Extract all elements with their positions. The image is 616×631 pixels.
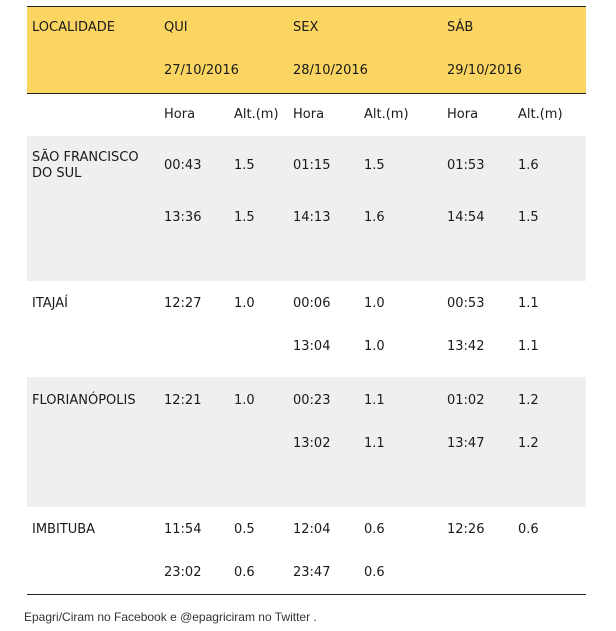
tide-alt: 1.6 (364, 210, 385, 225)
tide-alt: 0.5 (234, 522, 255, 537)
tide-hora: 00:53 (447, 296, 485, 311)
tide-hora: 23:02 (164, 565, 202, 580)
tide-alt: 0.6 (518, 522, 539, 537)
tide-hora: 11:54 (164, 522, 202, 537)
table-bottom-border (27, 594, 586, 595)
header-day-sex: SEX (293, 20, 319, 35)
tide-hora: 00:06 (293, 296, 331, 311)
tide-alt: 1.5 (518, 210, 539, 225)
location-name: IMBITUBA (32, 522, 96, 537)
tide-alt: 1.6 (518, 158, 539, 173)
tide-hora: 14:13 (293, 210, 331, 225)
tide-hora: 13:47 (447, 436, 485, 451)
tide-hora: 12:27 (164, 296, 202, 311)
tide-hora: 01:53 (447, 158, 485, 173)
tide-alt: 1.0 (234, 296, 255, 311)
tide-hora: 01:02 (447, 393, 485, 408)
tide-alt: 1.2 (518, 393, 539, 408)
tide-hora: 12:21 (164, 393, 202, 408)
tide-hora: 13:04 (293, 339, 331, 354)
subheader-alt-sab: Alt.(m) (518, 107, 563, 122)
tide-hora: 13:42 (447, 339, 485, 354)
tide-hora: 00:43 (164, 158, 202, 173)
header-day-qui: QUI (164, 20, 188, 35)
tide-alt: 1.2 (518, 436, 539, 451)
tide-alt: 1.5 (234, 158, 255, 173)
subheader-hora-sab: Hora (447, 107, 479, 122)
header-date-sex: 28/10/2016 (293, 63, 368, 78)
tide-alt: 0.6 (364, 565, 385, 580)
subheader-hora-qui: Hora (164, 107, 196, 122)
header-localidade: LOCALIDADE (32, 20, 115, 35)
tide-hora: 12:26 (447, 522, 485, 537)
tide-alt: 1.1 (518, 296, 539, 311)
subheader-hora-sex: Hora (293, 107, 325, 122)
tide-alt: 0.6 (364, 522, 385, 537)
tide-hora: 14:54 (447, 210, 485, 225)
tide-alt: 1.5 (364, 158, 385, 173)
tide-alt: 1.0 (364, 296, 385, 311)
header-date-qui: 27/10/2016 (164, 63, 239, 78)
header-date-sab: 29/10/2016 (447, 63, 522, 78)
tide-alt: 1.1 (518, 339, 539, 354)
header-day-sab: SÁB (447, 20, 474, 35)
tide-hora: 13:02 (293, 436, 331, 451)
tide-alt: 1.1 (364, 393, 385, 408)
tide-alt: 0.6 (234, 565, 255, 580)
location-name: SÃO FRANCISCO DO SUL (32, 150, 139, 181)
tide-alt: 1.5 (234, 210, 255, 225)
location-name: FLORIANÓPOLIS (32, 393, 136, 408)
tide-hora: 01:15 (293, 158, 331, 173)
tide-hora: 13:36 (164, 210, 202, 225)
tide-table (27, 6, 586, 595)
tide-hora: 23:47 (293, 565, 331, 580)
location-name: ITAJAÍ (32, 296, 68, 311)
tide-hora: 12:04 (293, 522, 331, 537)
tide-hora: 00:23 (293, 393, 331, 408)
tide-alt: 1.1 (364, 436, 385, 451)
footer-credit: Epagri/Ciram no Facebook e @epagriciram no Twitter . (24, 610, 317, 624)
tide-alt: 1.0 (364, 339, 385, 354)
subheader-alt-sex: Alt.(m) (364, 107, 409, 122)
subheader-alt-qui: Alt.(m) (234, 107, 279, 122)
tide-alt: 1.0 (234, 393, 255, 408)
